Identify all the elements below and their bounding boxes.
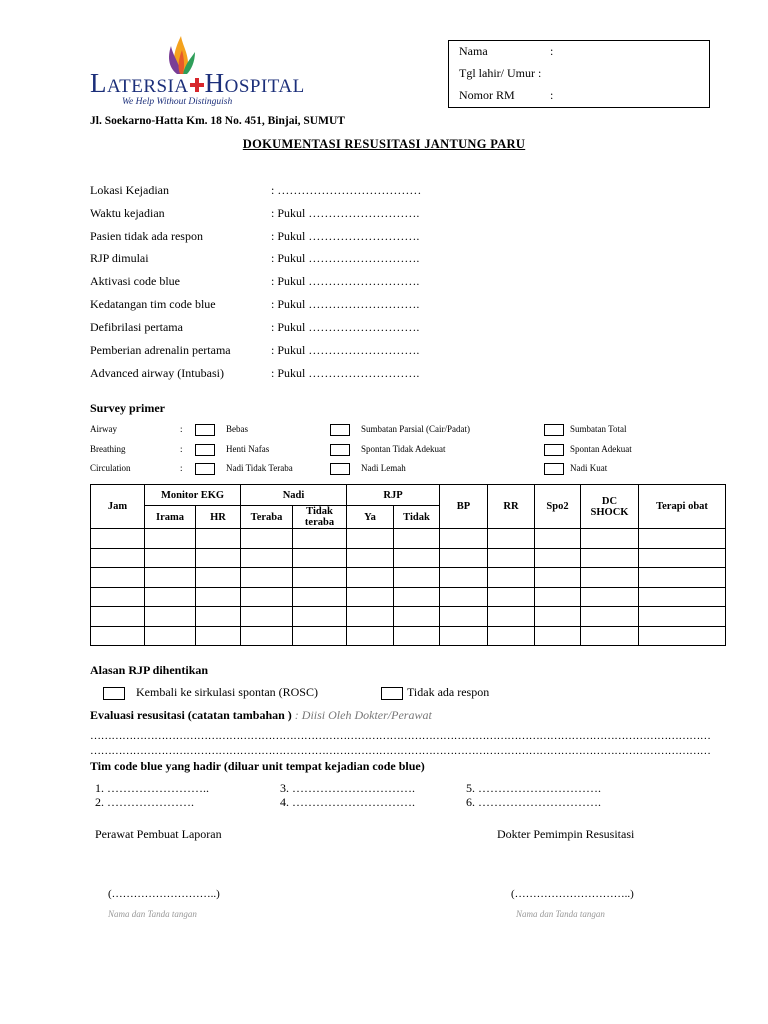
survey-colon: : [180, 424, 183, 434]
table-cell[interactable] [91, 568, 145, 588]
header-terapi-obat: Terapi obat [639, 485, 726, 529]
header-nadi: Nadi [241, 485, 347, 506]
table-cell[interactable] [639, 607, 726, 627]
evaluation-line[interactable]: ………………………………………………………………………………………………………………………………………………………… [90, 745, 711, 757]
signature-right-title: Dokter Pemimpin Resusitasi [497, 827, 635, 841]
evaluation-heading [90, 708, 432, 723]
table-cell[interactable] [241, 607, 293, 627]
table-cell[interactable] [91, 626, 145, 646]
event-label: Kedatangan tim code blue [90, 297, 216, 311]
table-cell[interactable] [145, 626, 196, 646]
checkbox-circulation-nadi-tidak-teraba[interactable] [195, 463, 215, 475]
checkbox-airway-sumbatan-total[interactable] [544, 424, 564, 436]
table-cell[interactable] [293, 587, 347, 607]
option-label: Tidak ada respon [407, 685, 490, 699]
event-label: RJP dimulai [90, 251, 149, 265]
table-cell[interactable] [91, 607, 145, 627]
evaluation-line[interactable]: ………………………………………………………………………………………………………………………………………………………… [90, 730, 711, 742]
checkbox-circulation-nadi-lemah[interactable] [330, 463, 350, 475]
patient-identity-box [448, 40, 710, 108]
table-cell[interactable] [347, 548, 394, 568]
table-row [91, 529, 726, 549]
event-label: Defibrilasi pertama [90, 320, 183, 334]
header-dc-shock: DC SHOCK [581, 485, 639, 529]
survey-colon: : [180, 444, 183, 454]
event-value-field[interactable]: : Pukul ………………………. [271, 297, 420, 311]
option-label: Henti Nafas [226, 444, 270, 454]
table-cell[interactable] [581, 548, 639, 568]
header-bp: BP [440, 485, 488, 529]
table-cell[interactable] [581, 607, 639, 627]
team-member-field[interactable]: 3. …………………………. [280, 781, 415, 795]
table-cell[interactable] [347, 607, 394, 627]
event-value-field[interactable]: : Pukul ………………………. [271, 251, 420, 265]
table-row [91, 587, 726, 607]
table-cell[interactable] [488, 548, 535, 568]
team-heading: Tim code blue yang hadir (diluar unit tempat kejadian code blue) [90, 759, 425, 773]
table-row [91, 548, 726, 568]
table-cell[interactable] [639, 548, 726, 568]
option-label: Sumbatan Total [570, 424, 627, 434]
event-value-field[interactable]: : Pukul ………………………. [271, 274, 420, 288]
header-tidak-teraba: Tidak teraba [293, 506, 347, 529]
table-cell[interactable] [196, 607, 241, 627]
table-cell[interactable] [639, 529, 726, 549]
table-cell[interactable] [488, 587, 535, 607]
event-value-field[interactable]: : Pukul ………………………. [271, 206, 420, 220]
table-cell[interactable] [196, 568, 241, 588]
table-cell[interactable] [196, 587, 241, 607]
table-cell[interactable] [581, 529, 639, 549]
header-hr: HR [196, 506, 241, 529]
table-cell[interactable] [639, 568, 726, 588]
table-cell[interactable] [535, 607, 581, 627]
checkbox-tidak-ada-respon[interactable] [381, 687, 403, 700]
header-ya: Ya [347, 506, 394, 529]
hospital-name: Latersia Hospital [90, 68, 305, 98]
table-cell[interactable] [488, 626, 535, 646]
table-cell[interactable] [347, 529, 394, 549]
option-label: Nadi Kuat [570, 463, 608, 473]
team-member-field[interactable]: 2. …………………. [95, 795, 194, 809]
table-cell[interactable] [440, 568, 488, 588]
identity-row-nomor-rm[interactable]: Nomor RM : [459, 88, 554, 102]
table-cell[interactable] [394, 548, 440, 568]
table-cell[interactable] [145, 548, 196, 568]
option-label: Nadi Lemah [361, 463, 406, 473]
table-cell[interactable] [196, 626, 241, 646]
table-cell[interactable] [440, 548, 488, 568]
hospital-tagline: We Help Without Distinguish [122, 97, 233, 107]
table-cell[interactable] [581, 587, 639, 607]
table-cell[interactable] [145, 568, 196, 588]
table-cell[interactable] [394, 529, 440, 549]
table-cell[interactable] [581, 568, 639, 588]
checkbox-airway-bebas[interactable] [195, 424, 215, 436]
header-monitor-ekg: Monitor EKG [145, 485, 241, 506]
table-row [91, 607, 726, 627]
identity-row-tgl-lahir[interactable]: Tgl lahir/ Umur : [459, 66, 542, 80]
event-label: Advanced airway (Intubasi) [90, 366, 224, 380]
event-label: Waktu kejadian [90, 206, 165, 220]
table-cell[interactable] [581, 626, 639, 646]
table-cell[interactable] [535, 626, 581, 646]
table-cell[interactable] [145, 607, 196, 627]
table-cell[interactable] [639, 587, 726, 607]
table-cell[interactable] [91, 529, 145, 549]
team-member-field[interactable]: 6. …………………………. [466, 795, 601, 809]
table-cell[interactable] [535, 529, 581, 549]
monitoring-table [90, 484, 726, 646]
table-cell[interactable] [145, 529, 196, 549]
table-cell[interactable] [347, 626, 394, 646]
header-tidak: Tidak [394, 506, 440, 529]
signature-right-field[interactable]: (…………………………..) [511, 888, 634, 900]
table-cell[interactable] [293, 548, 347, 568]
table-cell[interactable] [535, 548, 581, 568]
table-cell[interactable] [241, 587, 293, 607]
table-cell[interactable] [394, 568, 440, 588]
team-member-field[interactable]: 5. …………………………. [466, 781, 601, 795]
option-label: Kembali ke sirkulasi spontan (ROSC) [136, 685, 318, 699]
table-cell[interactable] [91, 587, 145, 607]
table-cell[interactable] [440, 626, 488, 646]
event-label: Aktivasi code blue [90, 274, 180, 288]
option-label: Sumbatan Parsial (Cair/Padat) [361, 424, 470, 434]
table-cell[interactable] [91, 548, 145, 568]
header-irama: Irama [145, 506, 196, 529]
signature-right-hint: Nama dan Tanda tangan [516, 909, 605, 919]
header-jam: Jam [91, 485, 145, 529]
event-value-field[interactable]: : Pukul ………………………. [271, 320, 420, 334]
checkbox-rosc[interactable] [103, 687, 125, 700]
signature-left-hint: Nama dan Tanda tangan [108, 909, 197, 919]
table-cell[interactable] [145, 587, 196, 607]
event-value-field[interactable]: : ……………………………… [271, 183, 422, 197]
header-spo2: Spo2 [535, 485, 581, 529]
checkbox-airway-sumbatan-parsial[interactable] [330, 424, 350, 436]
table-cell[interactable] [347, 568, 394, 588]
table-cell[interactable] [440, 529, 488, 549]
table-cell[interactable] [241, 548, 293, 568]
option-label: Nadi Tidak Teraba [226, 463, 293, 473]
survey-row-label: Breathing [90, 444, 126, 454]
option-label: Spontan Adekuat [570, 444, 632, 454]
checkbox-circulation-nadi-kuat[interactable] [544, 463, 564, 475]
table-cell[interactable] [196, 529, 241, 549]
event-value-field[interactable]: : Pukul ………………………. [271, 229, 420, 243]
event-label: Pemberian adrenalin pertama [90, 343, 231, 357]
table-cell[interactable] [440, 607, 488, 627]
team-member-field[interactable]: 4. …………………………. [280, 795, 415, 809]
team-member-field[interactable]: 1. …………………….. [95, 781, 209, 795]
signature-left-field[interactable]: (………………………..) [108, 888, 220, 900]
event-label: Pasien tidak ada respon [90, 229, 203, 243]
event-value-field[interactable]: : Pukul ………………………. [271, 343, 420, 357]
table-cell[interactable] [196, 548, 241, 568]
option-label: Spontan Tidak Adekuat [361, 444, 446, 454]
signature-left-title: Perawat Pembuat Laporan [95, 827, 222, 841]
table-row [91, 568, 726, 588]
identity-row-nama[interactable]: Nama : [459, 44, 554, 58]
table-cell[interactable] [293, 568, 347, 588]
table-cell[interactable] [488, 529, 535, 549]
stop-reason-heading: Alasan RJP dihentikan [90, 663, 209, 677]
survey-row-label: Circulation [90, 463, 131, 473]
table-cell[interactable] [241, 626, 293, 646]
header-rr: RR [488, 485, 535, 529]
table-cell[interactable] [241, 568, 293, 588]
table-cell[interactable] [440, 587, 488, 607]
table-header-row [91, 485, 726, 506]
event-label: Lokasi Kejadian [90, 183, 169, 197]
table-cell[interactable] [293, 529, 347, 549]
red-cross-icon [190, 77, 204, 93]
table-cell[interactable] [535, 568, 581, 588]
table-cell[interactable] [639, 626, 726, 646]
option-label: Bebas [226, 424, 248, 434]
checkbox-breathing-henti-nafas[interactable] [195, 444, 215, 456]
document-title: DOKUMENTASI RESUSITASI JANTUNG PARU [242, 137, 526, 151]
hospital-address: Jl. Soekarno-Hatta Km. 18 No. 451, Binjai, SUMUT [90, 115, 345, 127]
checkbox-breathing-spontan-adekuat[interactable] [544, 444, 564, 456]
table-cell[interactable] [394, 607, 440, 627]
table-cell[interactable] [293, 607, 347, 627]
table-cell[interactable] [488, 568, 535, 588]
event-value-field[interactable]: : Pukul ………………………. [271, 366, 420, 380]
table-cell[interactable] [394, 587, 440, 607]
header-teraba: Teraba [241, 506, 293, 529]
table-row [91, 626, 726, 646]
evaluation-heading-text: Evaluasi resusitasi (catatan tambahan ) [90, 708, 292, 722]
survey-row-label: Airway [90, 424, 117, 434]
table-cell[interactable] [241, 529, 293, 549]
table-cell[interactable] [394, 626, 440, 646]
header-rjp: RJP [347, 485, 440, 506]
table-cell[interactable] [535, 587, 581, 607]
table-cell[interactable] [488, 607, 535, 627]
table-cell[interactable] [347, 587, 394, 607]
checkbox-breathing-spontan-tidak-adekuat[interactable] [330, 444, 350, 456]
survey-colon: : [180, 463, 183, 473]
survey-heading: Survey primer [90, 401, 165, 415]
table-cell[interactable] [293, 626, 347, 646]
evaluation-hint: : Diisi Oleh Dokter/Perawat [291, 708, 432, 722]
